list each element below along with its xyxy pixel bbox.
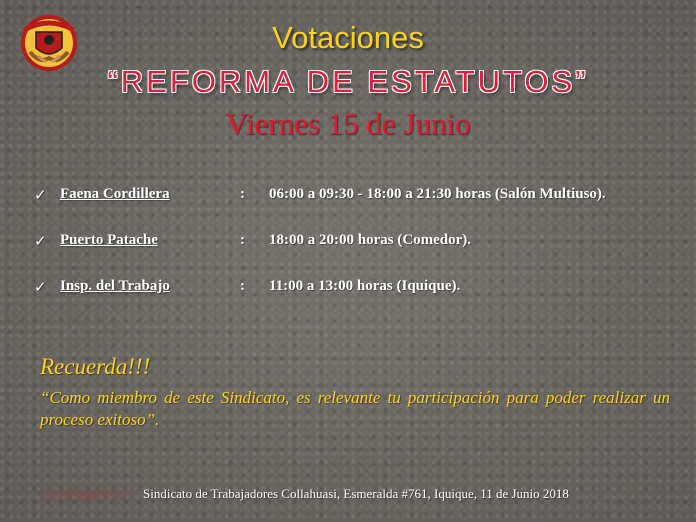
schedule-time: 18:00 a 20:00 horas (Comedor). — [269, 232, 472, 248]
location-label: Faena Cordillera — [60, 186, 170, 202]
schedule-time: 06:00 a 09:30 - 18:00 a 21:30 horas (Salón Multiuso). — [269, 186, 606, 202]
title-date: Viernes 15 de Junio — [225, 106, 471, 141]
footer-decoration — [40, 490, 136, 500]
reminder-text: “Como miembro de este Sindicato, es relevante tu participación para poder realizar un proceso exitoso”. — [40, 388, 670, 429]
schedule-row-faena-cordillera — [34, 186, 684, 209]
schedule-time: 11:00 a 13:00 horas (Iquique). — [269, 278, 461, 294]
checkmark-icon: ✓ — [34, 186, 47, 204]
location-label: Insp. del Trabajo — [60, 278, 170, 294]
separator-colon: : — [240, 232, 245, 248]
separator-colon: : — [240, 278, 245, 294]
checkmark-icon: ✓ — [34, 278, 47, 296]
reminder-heading: Recuerda!!! — [40, 354, 151, 379]
footer-text: Sindicato de Trabajadores Collahuasi, Esmeralda #761, Iquique, 11 de Junio 2018 — [143, 486, 569, 501]
title-votaciones: Votaciones — [272, 20, 424, 55]
schedule-row-puerto-patache — [34, 232, 684, 255]
title-reforma-estatutos: “REFORMA DE ESTATUTOS” — [107, 64, 589, 99]
checkmark-icon: ✓ — [34, 232, 47, 250]
location-label: Puerto Patache — [60, 232, 158, 248]
voting-schedule — [34, 186, 684, 324]
schedule-row-insp-trabajo — [34, 278, 684, 301]
separator-colon: : — [240, 186, 245, 202]
